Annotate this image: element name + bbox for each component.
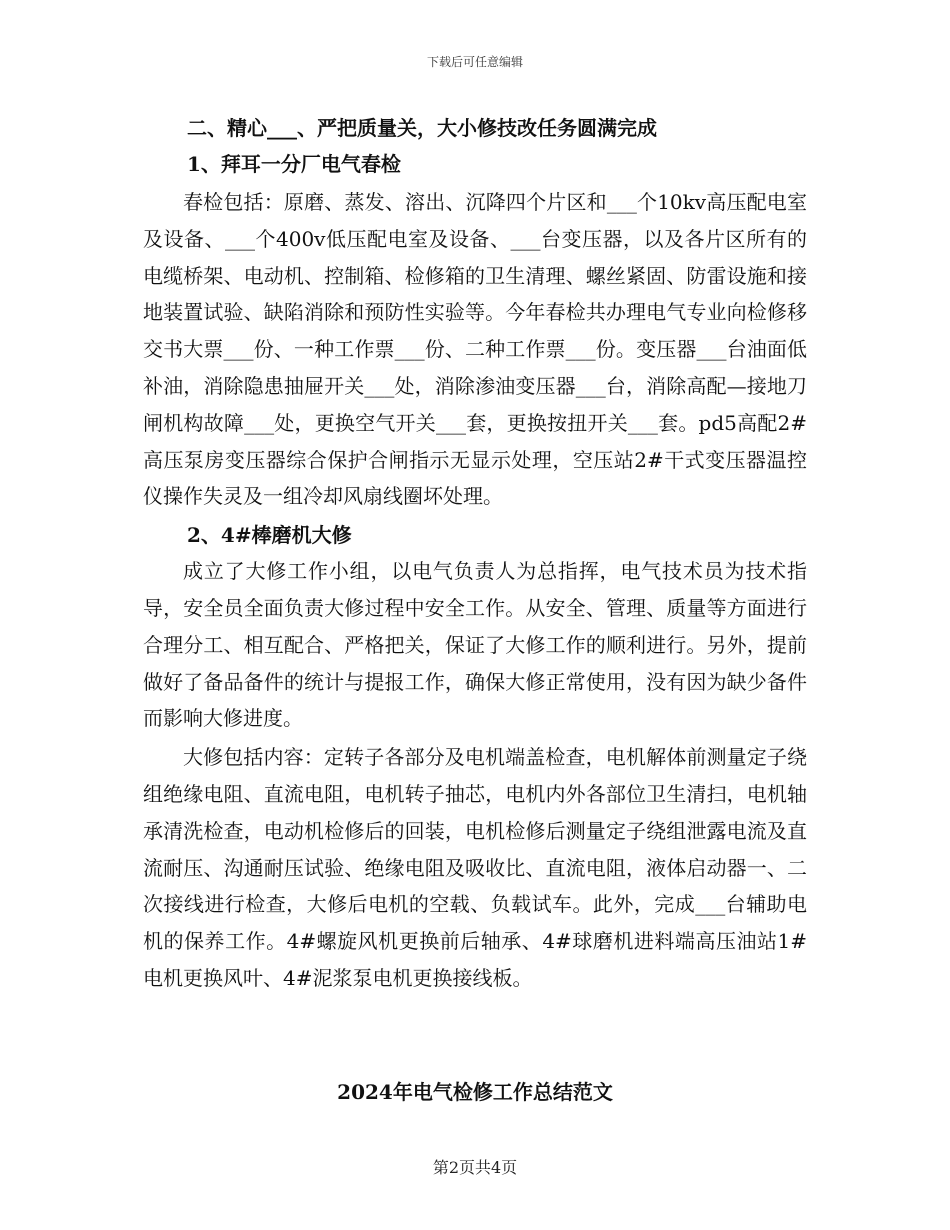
header-note: 下载后可任意编辑 xyxy=(426,55,523,69)
section-heading-main: 二、精心___、严把质量关，大小修技改任务圆满完成 xyxy=(187,116,657,140)
paragraph-overhaul-content: 大修包括内容：定转子各部分及电机端盖检查，电机解体前测量定子绕组绝缘电阻、直流电阻，电机转子抽芯，电机内外各部位卫生清扫，电机轴承清洗检查，电动机检修后的回装，电机检修后测量定子绕组泄露电流及直流耐压、沟通耐压试验、绝缘电阻及吸收比、直流电阻，液体启动器一、二次接线进行检查，大修后电机的空载、负载试车。此外，完成___台辅助电机的保养工作。4#螺旋风机更换前后轴承、4#球磨机进料端高压油站1#电机更换风叶、4#泥浆泵电机更换接线板。 xyxy=(143,745,807,990)
document-body xyxy=(143,110,807,997)
subsection-heading-rod-mill-overhaul: 2、4#棒磨机大修 xyxy=(187,523,352,548)
document-title: 2024年电气检修工作总结范文 xyxy=(337,1080,613,1104)
paragraph-spring-inspection: 春检包括：原磨、蒸发、溶出、沉降四个片区和___个10kv高压配电室及设备、___个400v低压配电室及设备、___台变压器，以及各片区所有的电缆桥架、电动机、控制箱、检修箱的卫生清理、螺丝紧固、防雷设施和接地装置试验、缺陷消除和预防性实验等。今年春检共办理电气专业向检修移交书大票___份、一种工作票___份、二种工作票___份。变压器___台油面低补油，消除隐患抽屉开关___处，消除渗油变压器___台，消除高配—接地刀闸机构故障___处，更换空气开关___套，更换按扭开关___套。pd5高配2#高压泵房变压器综合保护合闸指示无显示处理，空压站2#干式变压器温控仪操作失灵及一组冷却风扇线圈坏处理。 xyxy=(143,190,807,509)
page-footer: 第2页共4页 xyxy=(432,1158,518,1177)
subsection-heading-spring-inspection: 1、拜耳一分厂电气春检 xyxy=(187,152,401,176)
paragraph-overhaul-team: 成立了大修工作小组，以电气负责人为总指挥，电气技术员为技术指导，安全员全面负责大修过程中安全工作。从安全、管理、质量等方面进行合理分工、相互配合、严格把关，保证了大修工作的顺利进行。另外，提前做好了备品备件的统计与提报工作，确保大修正常使用，没有因为缺少备件而影响大修进度。 xyxy=(143,559,807,731)
